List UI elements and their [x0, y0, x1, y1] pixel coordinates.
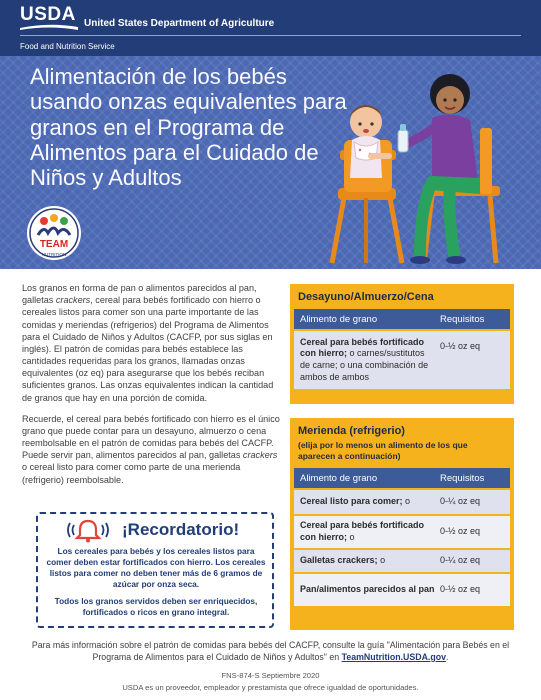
intro-text [22, 282, 284, 486]
team-logo-text: TEAM [39, 239, 69, 250]
meals-table-title: Desayuno/Almuerzo/Cena [298, 291, 434, 303]
header-divider [20, 35, 521, 36]
table-cell-food: Cereal para bebés fortificado con hierro; o [300, 520, 425, 543]
meals-table [290, 284, 514, 404]
footer-more-info: Para más información sobre el patrón de comidas para bebés del CACFP, consulte la guía "Alimentación para Bebés en el Programa de Alimentos para el Cuidado de Niños y Adultos" en TeamNutrition.USDA.gov. [31, 640, 510, 662]
reminder-box [36, 512, 274, 628]
department-name: United States Department of Agriculture [84, 18, 275, 29]
agency-name: Food and Nutrition Service [20, 42, 115, 51]
publication-code: FNS-874-S Septiembre 2020 [221, 671, 320, 680]
team-logo-ring-text: NUTRITION [41, 252, 67, 257]
table-cell-requirement: 0-¼ oz eq [440, 496, 481, 507]
intro-paragraph-2: Recuerde, el cereal para bebés fortificado con hierro es el único grano que puede contar para un desayuno, almuerzo o cena reembolsable en el patrón de comidas para bebés del CACFP. Puede servir pan, alimentos parecidos al pan, galletas crackers o cereal listo para comer como parte de una merienda (refrigerio) reembolsable. [22, 413, 280, 485]
usda-logo-text: USDA [20, 4, 76, 25]
table-cell-food: Cereal listo para comer; o [300, 496, 411, 507]
column-header-requirements: Requisitos [440, 472, 485, 484]
page-title: Alimentación de los bebés usando onzas equivalentes para granos en el Programa de Alimentos para el Cuidado de Niños y Adultos [30, 64, 347, 191]
intro-paragraph-1: Los granos en forma de pan o alimentos parecidos al pan, galletas crackers, cereal para bebés fortificado con hierro o cereales listos para comer son una parte importante de las comidas y meriendas (refrigerios) del Programa de Alimentos para el Cuidado de Niños y Adultos (CACFP, por sus siglas en inglés). El patrón de comidas para bebés establece las cantidades requeridas para los granos, llamadas onzas equivalentes (oz eq) para asegurarse que los bebés reciban suficientes granos. Las onzas equivalentes indican la cantidad de granos que hay en una porción de comida. [22, 283, 274, 403]
table-cell-requirement: 0-½ oz eq [440, 584, 481, 595]
reminder-title: ¡Recordatorio! [122, 520, 240, 539]
reminder-text [46, 546, 266, 618]
reminder-header [38, 518, 272, 544]
meals-table-header [294, 309, 510, 331]
header-band [0, 0, 541, 56]
table-row [294, 548, 510, 572]
table-row [294, 490, 510, 514]
reminder-text-2: Todos los granos servidos deben ser enriquecidos, fortificados o ricos en grano integral. [54, 595, 258, 617]
table-row [294, 572, 510, 606]
table-cell-food: Cereal para bebés fortificado con hierro; o carnes/sustitutos de carne; o una combinación de ambos de ambos [300, 336, 429, 382]
table-cell-food: Pan/alimentos parecidos al pan [300, 584, 435, 595]
reminder-text-1: Los cereales para bebés y los cereales listos para comer deben estar fortificados con hierro. Los cereales listos para comer no deben tener más de 6 gramos de azúcar por onza seca. [46, 546, 266, 589]
snack-table-title: Merienda (refrigerio) [298, 425, 405, 437]
table-cell-food: Galletas crackers; o [300, 555, 386, 566]
column-header-requirements: Requisitos [440, 313, 485, 325]
table-row [294, 331, 510, 389]
snack-table-subtitle: (elija por lo menos un alimento de los que aparecen a continuación) [298, 440, 468, 462]
hero-banner [0, 56, 541, 269]
team-nutrition-logo [26, 205, 82, 261]
table-cell-requirement: 0-¼ oz eq [440, 555, 481, 566]
caregiver-feeding-baby-illustration [320, 58, 540, 269]
team-nutrition-link[interactable]: TeamNutrition.USDA.gov [341, 651, 447, 662]
ringing-bell-icon [66, 518, 110, 544]
table-row [294, 514, 510, 548]
column-header-food: Alimento de grano [300, 313, 378, 325]
table-cell-requirement: 0-½ oz eq [440, 341, 481, 351]
snack-table-header [294, 468, 510, 490]
snack-table [290, 418, 514, 630]
equal-opportunity-statement: USDA es un proveedor, empleador y prestamista que ofrece igualdad de oportunidades. [122, 683, 419, 692]
table-cell-requirement: 0-½ oz eq [440, 526, 481, 537]
usda-swoosh-icon [20, 24, 78, 30]
column-header-food: Alimento de grano [300, 472, 378, 484]
usda-logo [20, 4, 78, 26]
